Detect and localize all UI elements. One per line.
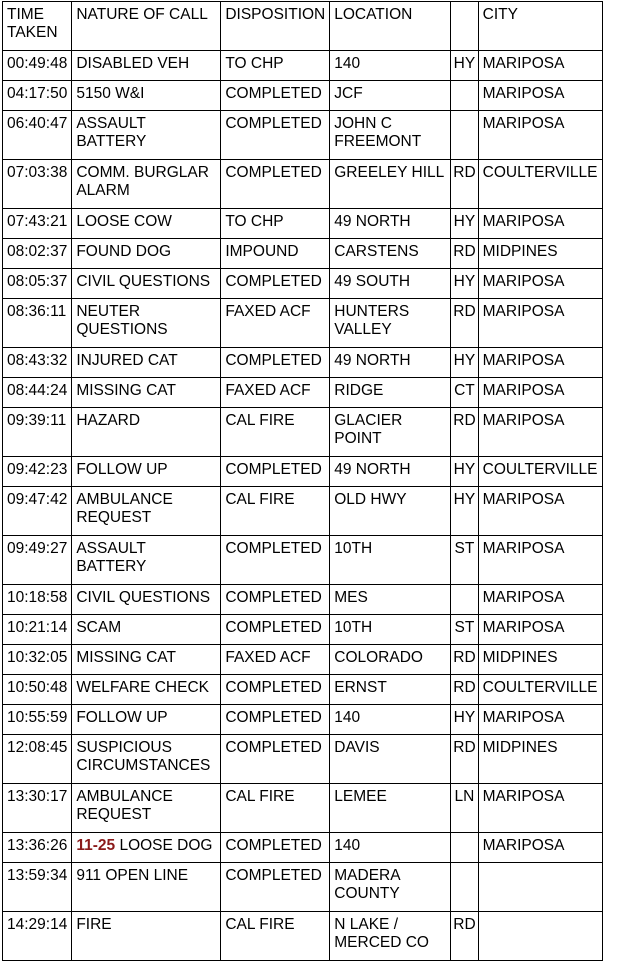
cell-location: MES xyxy=(330,585,451,615)
cell-location: DAVIS xyxy=(330,735,451,784)
nature-text: ASSAULT BATTERY xyxy=(76,115,147,150)
cell-suffix xyxy=(451,111,478,160)
cell-location: JOHN C FREEMONT xyxy=(330,111,451,160)
cell-location: RIDGE xyxy=(330,378,451,408)
nature-text: INJURED CAT xyxy=(76,352,178,369)
cell-suffix xyxy=(451,863,478,912)
nature-text: 911 OPEN LINE xyxy=(76,867,189,884)
cell-location: GREELEY HILL xyxy=(330,160,451,209)
cell-city: MARIPOSA xyxy=(478,784,602,833)
cell-location: JCF xyxy=(330,81,451,111)
cell-time-taken: 06:40:47 xyxy=(3,111,72,160)
table-row xyxy=(3,863,603,912)
cell-time-taken: 09:42:23 xyxy=(3,457,72,487)
cell-time-taken: 10:50:48 xyxy=(3,675,72,705)
table-row xyxy=(3,239,603,269)
table-row xyxy=(3,81,603,111)
cell-time-taken: 13:36:26 xyxy=(3,833,72,863)
table-row xyxy=(3,408,603,457)
nature-text: CIVIL QUESTIONS xyxy=(76,589,211,606)
cell-nature-of-call xyxy=(72,457,221,487)
nature-text: FOUND DOG xyxy=(76,243,172,260)
header-location: LOCATION xyxy=(330,2,451,51)
cell-city: MARIPOSA xyxy=(478,209,602,239)
cell-city: MARIPOSA xyxy=(478,536,602,585)
cell-nature-of-call xyxy=(72,912,221,961)
table-row xyxy=(3,457,603,487)
cell-time-taken: 08:05:37 xyxy=(3,269,72,299)
cell-time-taken: 10:55:59 xyxy=(3,705,72,735)
nature-text: AMBULANCE REQUEST xyxy=(76,788,173,823)
cell-disposition: TO CHP xyxy=(221,209,330,239)
cell-city: MARIPOSA xyxy=(478,348,602,378)
cell-city: COULTERVILLE xyxy=(478,457,602,487)
cell-city: MARIPOSA xyxy=(478,705,602,735)
cell-disposition: FAXED ACF xyxy=(221,645,330,675)
cell-disposition: CAL FIRE xyxy=(221,408,330,457)
table-row xyxy=(3,615,603,645)
cell-nature-of-call xyxy=(72,833,221,863)
table-row xyxy=(3,299,603,348)
cell-suffix: RD xyxy=(451,675,478,705)
cell-location: 140 xyxy=(330,51,451,81)
nature-text: MISSING CAT xyxy=(76,649,176,666)
cell-nature-of-call xyxy=(72,784,221,833)
cell-nature-of-call xyxy=(72,615,221,645)
cell-time-taken: 10:18:58 xyxy=(3,585,72,615)
cell-nature-of-call xyxy=(72,111,221,160)
cell-nature-of-call xyxy=(72,536,221,585)
header-nature-of-call: NATURE OF CALL xyxy=(72,2,221,51)
cell-nature-of-call xyxy=(72,645,221,675)
cell-disposition: FAXED ACF xyxy=(221,378,330,408)
table-row xyxy=(3,209,603,239)
nature-text: SUSPICIOUS CIRCUMSTANCES xyxy=(76,739,211,774)
nature-text: AMBULANCE REQUEST xyxy=(76,491,173,526)
table-row xyxy=(3,675,603,705)
cell-city: COULTERVILLE xyxy=(478,675,602,705)
cell-disposition: COMPLETED xyxy=(221,705,330,735)
cell-disposition: COMPLETED xyxy=(221,111,330,160)
cell-suffix: HY xyxy=(451,51,478,81)
cell-city: MARIPOSA xyxy=(478,585,602,615)
cell-time-taken: 08:44:24 xyxy=(3,378,72,408)
cell-time-taken: 00:49:48 xyxy=(3,51,72,81)
header-suffix xyxy=(451,2,478,51)
table-row xyxy=(3,645,603,675)
cell-location: GLACIER POINT xyxy=(330,408,451,457)
cell-city: MIDPINES xyxy=(478,645,602,675)
cell-disposition: COMPLETED xyxy=(221,536,330,585)
cell-suffix: LN xyxy=(451,784,478,833)
cell-disposition: CAL FIRE xyxy=(221,784,330,833)
cell-city: MARIPOSA xyxy=(478,615,602,645)
cell-nature-of-call xyxy=(72,863,221,912)
header-disposition: DISPOSITION xyxy=(221,2,330,51)
cell-time-taken: 14:29:14 xyxy=(3,912,72,961)
nature-text: 5150 W&I xyxy=(76,85,145,102)
cell-suffix: HY xyxy=(451,209,478,239)
cell-city xyxy=(478,863,602,912)
cell-city: MARIPOSA xyxy=(478,51,602,81)
cell-time-taken: 09:47:42 xyxy=(3,487,72,536)
cell-disposition: IMPOUND xyxy=(221,239,330,269)
cell-time-taken: 12:08:45 xyxy=(3,735,72,784)
cell-disposition: COMPLETED xyxy=(221,833,330,863)
table-row xyxy=(3,487,603,536)
cell-location: CARSTENS xyxy=(330,239,451,269)
table-row xyxy=(3,705,603,735)
nature-text: FOLLOW UP xyxy=(76,709,168,726)
cell-suffix xyxy=(451,833,478,863)
table-row xyxy=(3,735,603,784)
cell-location: ERNST xyxy=(330,675,451,705)
cell-time-taken: 13:59:34 xyxy=(3,863,72,912)
table-row xyxy=(3,536,603,585)
cell-disposition: FAXED ACF xyxy=(221,299,330,348)
cell-time-taken: 08:02:37 xyxy=(3,239,72,269)
header-time-taken: TIME TAKEN xyxy=(3,2,72,51)
table-row xyxy=(3,585,603,615)
cell-suffix: CT xyxy=(451,378,478,408)
cell-suffix: HY xyxy=(451,269,478,299)
nature-text: FOLLOW UP xyxy=(76,461,168,478)
cell-disposition: TO CHP xyxy=(221,51,330,81)
cell-time-taken: 10:32:05 xyxy=(3,645,72,675)
nature-text: MISSING CAT xyxy=(76,382,176,399)
cell-nature-of-call xyxy=(72,487,221,536)
cell-city: MARIPOSA xyxy=(478,269,602,299)
cell-city: MARIPOSA xyxy=(478,487,602,536)
cell-city: MARIPOSA xyxy=(478,299,602,348)
cell-city: MARIPOSA xyxy=(478,378,602,408)
cell-city: MARIPOSA xyxy=(478,408,602,457)
cell-location: N LAKE / MERCED CO xyxy=(330,912,451,961)
nature-text: ASSAULT BATTERY xyxy=(76,540,147,575)
cell-nature-of-call xyxy=(72,705,221,735)
table-row xyxy=(3,833,603,863)
cell-suffix: ST xyxy=(451,536,478,585)
table-row xyxy=(3,51,603,81)
cell-suffix xyxy=(451,81,478,111)
cell-city xyxy=(478,912,602,961)
table-row xyxy=(3,111,603,160)
cell-location: 10TH xyxy=(330,536,451,585)
cell-suffix: RD xyxy=(451,912,478,961)
cell-disposition: COMPLETED xyxy=(221,615,330,645)
call-log-table xyxy=(2,1,603,961)
nature-text: LOOSE DOG xyxy=(119,837,213,854)
call-log-body xyxy=(3,51,603,961)
table-row xyxy=(3,912,603,961)
cell-disposition: COMPLETED xyxy=(221,160,330,209)
cell-city: MARIPOSA xyxy=(478,81,602,111)
cell-disposition: CAL FIRE xyxy=(221,912,330,961)
cell-city: MIDPINES xyxy=(478,735,602,784)
header-row xyxy=(3,2,603,51)
nature-text: HAZARD xyxy=(76,412,141,429)
cell-nature-of-call xyxy=(72,81,221,111)
cell-nature-of-call xyxy=(72,160,221,209)
cell-location: 49 NORTH xyxy=(330,457,451,487)
cell-nature-of-call xyxy=(72,51,221,81)
cell-suffix: ST xyxy=(451,615,478,645)
cell-disposition: COMPLETED xyxy=(221,863,330,912)
table-row xyxy=(3,378,603,408)
cell-location: 49 SOUTH xyxy=(330,269,451,299)
cell-suffix: RD xyxy=(451,160,478,209)
cell-nature-of-call xyxy=(72,239,221,269)
cell-suffix: RD xyxy=(451,735,478,784)
nature-text: WELFARE CHECK xyxy=(76,679,209,696)
cell-city: COULTERVILLE xyxy=(478,160,602,209)
cell-nature-of-call xyxy=(72,585,221,615)
cell-city: MIDPINES xyxy=(478,239,602,269)
cell-time-taken: 07:43:21 xyxy=(3,209,72,239)
cell-time-taken: 04:17:50 xyxy=(3,81,72,111)
table-row xyxy=(3,269,603,299)
nature-text: FIRE xyxy=(76,916,112,933)
cell-suffix: RD xyxy=(451,239,478,269)
cell-nature-of-call xyxy=(72,408,221,457)
nature-text: DISABLED VEH xyxy=(76,55,190,72)
cell-city: MARIPOSA xyxy=(478,833,602,863)
cell-nature-of-call xyxy=(72,209,221,239)
cell-suffix: HY xyxy=(451,705,478,735)
cell-nature-of-call xyxy=(72,269,221,299)
cell-suffix: HY xyxy=(451,348,478,378)
nature-text: COMM. BURGLAR ALARM xyxy=(76,164,209,199)
cell-disposition: COMPLETED xyxy=(221,348,330,378)
cell-suffix: RD xyxy=(451,645,478,675)
cell-nature-of-call xyxy=(72,675,221,705)
cell-suffix: HY xyxy=(451,487,478,536)
cell-nature-of-call xyxy=(72,299,221,348)
cell-suffix xyxy=(451,585,478,615)
cell-disposition: COMPLETED xyxy=(221,457,330,487)
cell-disposition: COMPLETED xyxy=(221,269,330,299)
cell-time-taken: 10:21:14 xyxy=(3,615,72,645)
cell-city: MARIPOSA xyxy=(478,111,602,160)
cell-disposition: COMPLETED xyxy=(221,675,330,705)
nature-text: LOOSE COW xyxy=(76,213,172,230)
cell-location: HUNTERS VALLEY xyxy=(330,299,451,348)
table-row xyxy=(3,348,603,378)
cell-disposition: CAL FIRE xyxy=(221,487,330,536)
cell-time-taken: 08:36:11 xyxy=(3,299,72,348)
cell-suffix: RD xyxy=(451,299,478,348)
cell-location: LEMEE xyxy=(330,784,451,833)
cell-location: COLORADO xyxy=(330,645,451,675)
call-code: 11-25 xyxy=(76,837,116,854)
cell-time-taken: 07:03:38 xyxy=(3,160,72,209)
nature-text: NEUTER QUESTIONS xyxy=(76,303,168,338)
cell-location: 10TH xyxy=(330,615,451,645)
cell-location: OLD HWY xyxy=(330,487,451,536)
cell-time-taken: 13:30:17 xyxy=(3,784,72,833)
cell-location: 140 xyxy=(330,705,451,735)
cell-nature-of-call xyxy=(72,378,221,408)
table-row xyxy=(3,160,603,209)
cell-nature-of-call xyxy=(72,348,221,378)
cell-location: 140 xyxy=(330,833,451,863)
cell-time-taken: 09:49:27 xyxy=(3,536,72,585)
cell-disposition: COMPLETED xyxy=(221,585,330,615)
nature-text: CIVIL QUESTIONS xyxy=(76,273,211,290)
cell-suffix: RD xyxy=(451,408,478,457)
cell-location: 49 NORTH xyxy=(330,348,451,378)
cell-time-taken: 08:43:32 xyxy=(3,348,72,378)
cell-suffix: HY xyxy=(451,457,478,487)
cell-time-taken: 09:39:11 xyxy=(3,408,72,457)
cell-disposition: COMPLETED xyxy=(221,735,330,784)
nature-text: SCAM xyxy=(76,619,122,636)
cell-nature-of-call xyxy=(72,735,221,784)
cell-location: 49 NORTH xyxy=(330,209,451,239)
cell-location: MADERA COUNTY xyxy=(330,863,451,912)
cell-disposition: COMPLETED xyxy=(221,81,330,111)
header-city: CITY xyxy=(478,2,602,51)
table-row xyxy=(3,784,603,833)
